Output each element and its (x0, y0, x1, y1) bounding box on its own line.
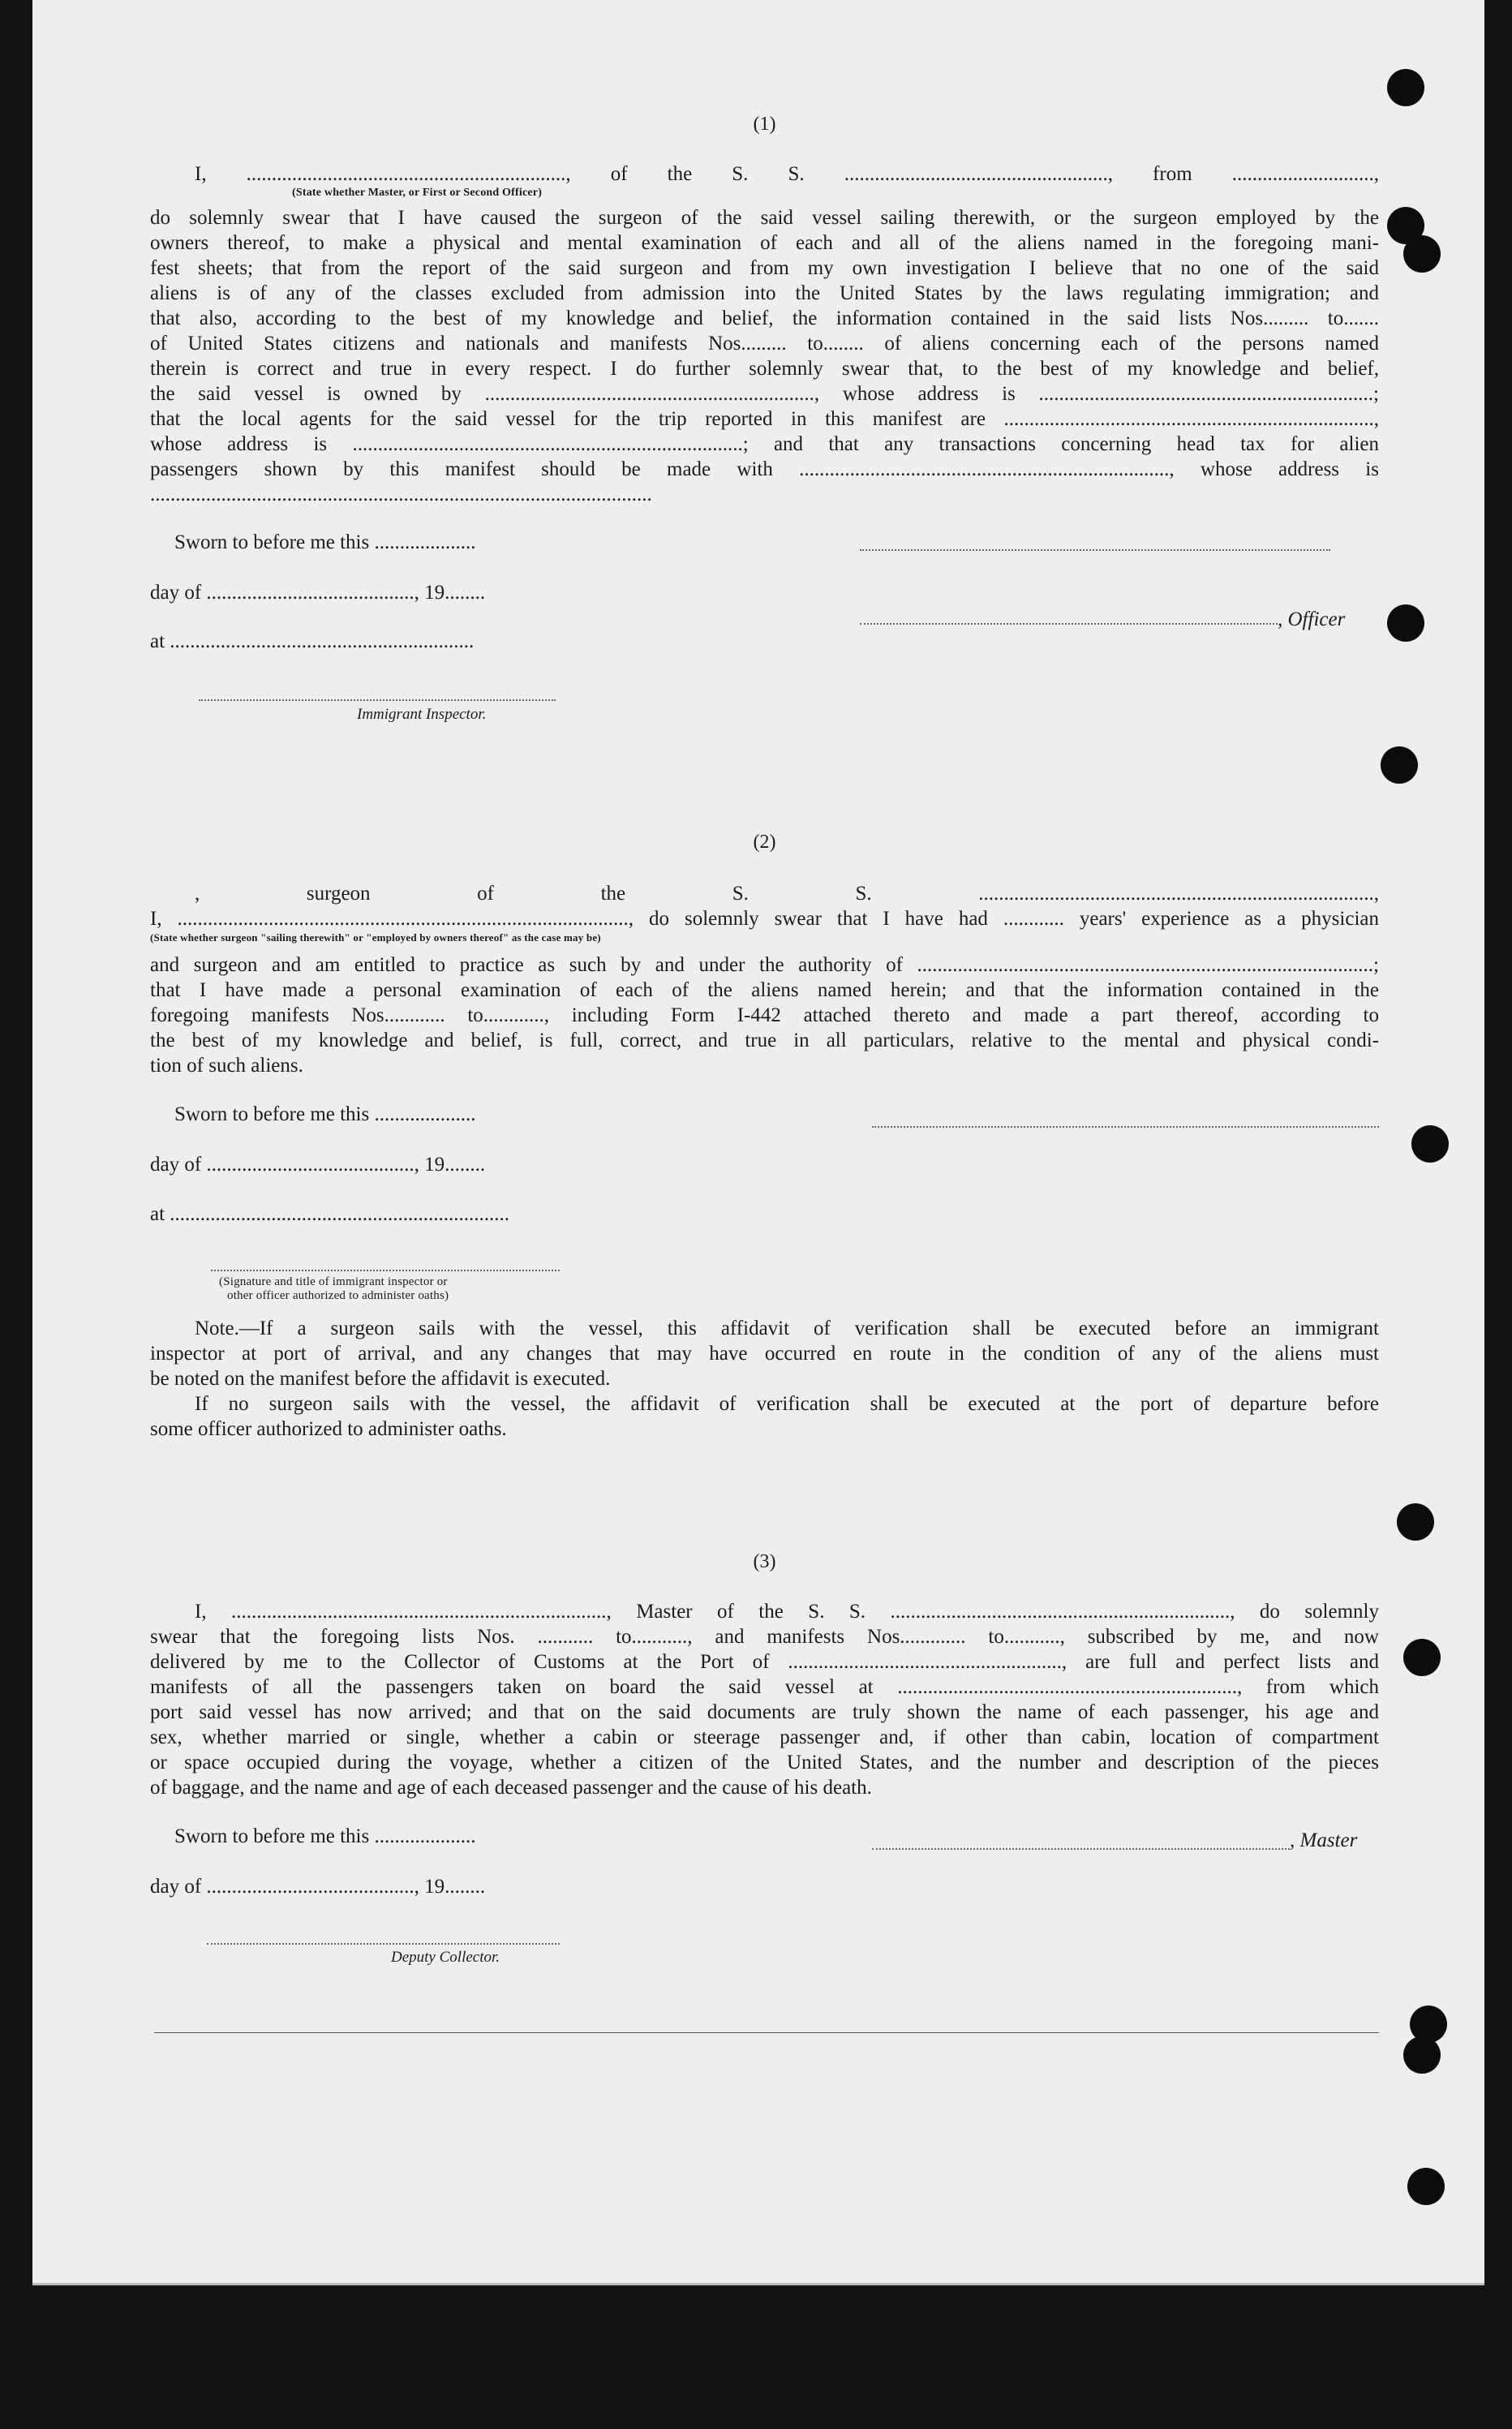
document-page (32, 0, 1484, 2285)
text-line: swear that the foregoing lists Nos. ........... to..........., and manifests Nos............. to..........., subscribed by me, and now (150, 1626, 1379, 1648)
text-line: I, ........................................................................................., do solemnly swear that I have had ............ years' experience as a physician (150, 908, 1379, 930)
punch-hole (1381, 746, 1418, 784)
signature-line (199, 699, 556, 701)
signature-line (860, 623, 1278, 625)
signature-caption: (Signature and title of immigrant inspector or (219, 1275, 448, 1288)
day-line: day of ........................................., 19........ (150, 582, 486, 604)
text-line: port said vessel has now arrived; and that on the said documents are truly shown the name of each passenger, his age and (150, 1701, 1379, 1723)
text-line: passengers shown by this manifest should be made with ........................................................................., whose address is (150, 458, 1379, 480)
text-line: do solemnly swear that I have caused the surgeon of the said vessel sailing therewith, or the surgeon employed by the (150, 207, 1379, 229)
note-line: Note.—If a surgeon sails with the vessel, this affidavit of verification shall be executed before an immigrant (195, 1318, 1379, 1339)
at-line: at ............................................................ (150, 630, 475, 652)
text-line: of baggage, and the name and age of each deceased passenger and the cause of his death. (150, 1777, 872, 1799)
inspector-label: Immigrant Inspector. (357, 706, 487, 723)
bottom-rule (154, 2032, 1379, 2033)
sworn-line: Sworn to before me this .................... (174, 1825, 476, 1847)
at-line: at ................................................................... (150, 1203, 510, 1225)
section-number: (2) (753, 832, 776, 853)
text-line: aliens is of any of the classes excluded from admission into the United States by the laws regulating immigration; and (150, 282, 1379, 304)
section-number: (1) (753, 114, 776, 135)
text-line: foregoing manifests Nos............ to............, including Form I-442 attached thereto and made a part thereof, according to (150, 1004, 1379, 1026)
text-line: of United States citizens and nationals and manifests Nos......... to........ of aliens concerning each of the persons named (150, 333, 1379, 355)
text-line: , surgeon of the S. S. .............................................................................., (195, 883, 1379, 905)
text-line: delivered by me to the Collector of Customs at the Port of ......................................................, are full and perfect lists and (150, 1651, 1379, 1673)
officer-label: , Officer (1278, 608, 1346, 630)
text-line: tion of such aliens. (150, 1055, 303, 1077)
signature-line (872, 1126, 1379, 1128)
signature-line (207, 1943, 560, 1945)
sworn-line: Sworn to before me this .................... (174, 1103, 476, 1125)
text-line: and surgeon and am entitled to practice as such by and under the authority of ..........................................................................................; (150, 954, 1379, 976)
note-line: some officer authorized to administer oaths. (150, 1418, 507, 1440)
text-line: I, .........................................................................., Master of the S. S. ..................................................................., do solemnly (195, 1601, 1379, 1623)
punch-hole (1411, 1125, 1449, 1163)
text-line: the best of my knowledge and belief, is full, correct, and true in all particulars, relative to the mental and physical condi- (150, 1030, 1379, 1051)
signature-caption: other officer authorized to administer oaths) (227, 1289, 449, 1302)
signature-line (860, 549, 1330, 551)
punch-hole (1387, 604, 1424, 642)
punch-hole (1403, 1639, 1441, 1676)
note-line: be noted on the manifest before the affidavit is executed. (150, 1368, 611, 1390)
text-line: I, ..............................................................., of the S. S. ...................................................., from ............................, (195, 163, 1379, 185)
signature-line (872, 1848, 1290, 1850)
field-caption: (State whether Master, or First or Second Officer) (292, 187, 543, 199)
text-line: owners thereof, to make a physical and mental examination of each and all of the aliens named in the foregoing mani- (150, 232, 1379, 254)
punch-hole (1403, 235, 1441, 273)
text-line: that also, according to the best of my knowledge and belief, the information contained in the said lists Nos......... to....... (150, 307, 1379, 329)
sworn-line: Sworn to before me this .................... (174, 531, 476, 553)
text-line: whose address is .............................................................................; and that any transactions concerning head tax for alien (150, 433, 1379, 455)
day-line: day of ........................................., 19........ (150, 1154, 486, 1176)
text-line: that I have made a personal examination of each of the aliens named herein; and that the information contained in the (150, 979, 1379, 1001)
text-line: that the local agents for the said vessel for the trip reported in this manifest are ........................................................................., (150, 408, 1379, 430)
collector-label: Deputy Collector. (391, 1949, 500, 1966)
punch-hole (1387, 69, 1424, 106)
text-line: or space occupied during the voyage, whether a citizen of the United States, and the number and description of the pieces (150, 1752, 1379, 1773)
note-line: inspector at port of arrival, and any changes that may have occurred en route in the condition of any of the aliens must (150, 1343, 1379, 1365)
section-number: (3) (753, 1551, 776, 1572)
punch-hole (1403, 2036, 1441, 2074)
punch-hole (1407, 2168, 1445, 2205)
note-line: If no surgeon sails with the vessel, the affidavit of verification shall be executed at the port of departure before (195, 1393, 1379, 1415)
day-line: day of ........................................., 19........ (150, 1876, 486, 1898)
signature-line (211, 1270, 560, 1271)
text-line: the said vessel is owned by ................................................................., whose address is ..................................................................; (150, 383, 1379, 405)
master-label: , Master (1290, 1829, 1358, 1851)
text-line: fest sheets; that from the report of the said surgeon and from my own investigation I believe that no one of the said (150, 257, 1379, 279)
text-line: manifests of all the passengers taken on board the said vessel at ..................................................................., from which (150, 1676, 1379, 1698)
text-line: sex, whether married or single, whether a cabin or steerage passenger and, if other than cabin, location of compartment (150, 1726, 1379, 1748)
field-caption: (State whether surgeon "sailing therewith" or "employed by owners thereof" as the case may be) (150, 931, 601, 944)
text-line: ................................................................................................... (150, 484, 652, 505)
text-line: therein is correct and true in every respect. I do further solemnly swear that, to the best of my knowledge and belief, (150, 358, 1379, 380)
punch-hole (1397, 1503, 1434, 1541)
